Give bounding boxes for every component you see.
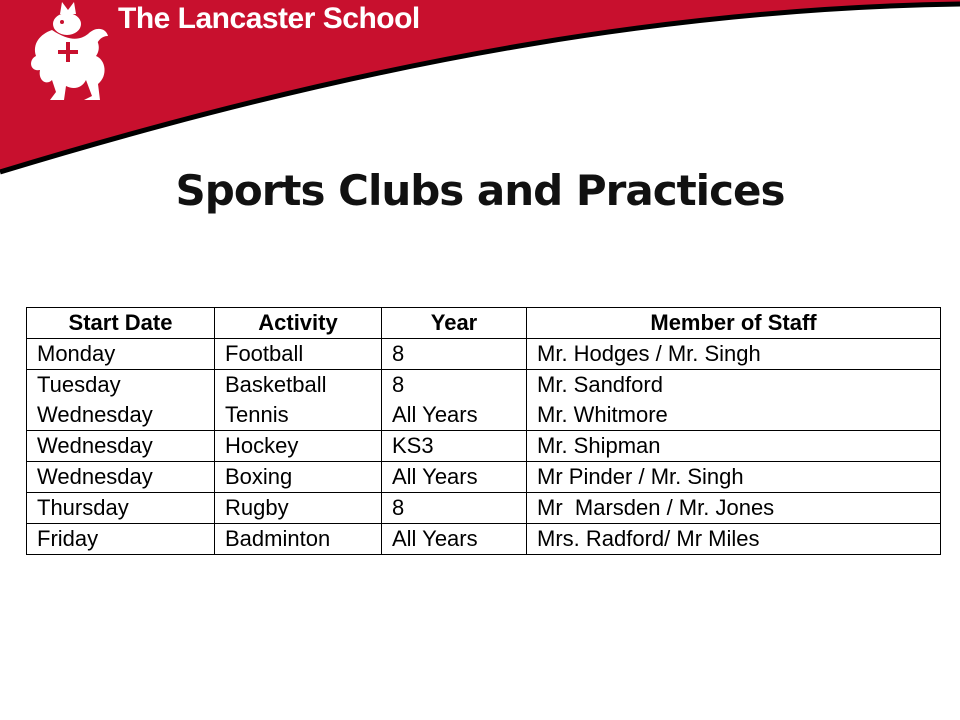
cell-start-date: Tuesday Wednesday: [27, 370, 215, 431]
cell-staff: Mr Marsden / Mr. Jones: [527, 493, 941, 524]
cell-activity: Football: [215, 339, 382, 370]
cell-staff: Mr Pinder / Mr. Singh: [527, 462, 941, 493]
cell-activity: Badminton: [215, 524, 382, 555]
table-row: [27, 339, 941, 370]
cell-start-date: Thursday: [27, 493, 215, 524]
cell-start-date: Monday: [27, 339, 215, 370]
cell-staff: Mr. Hodges / Mr. Singh: [527, 339, 941, 370]
cell-start-date: Friday: [27, 524, 215, 555]
cell-year: All Years: [382, 462, 527, 493]
table-row: [27, 524, 941, 555]
cell-start-date: Wednesday: [27, 431, 215, 462]
cell-staff: Mr. Sandford Mr. Whitmore: [527, 370, 941, 431]
cell-start-date: Wednesday: [27, 462, 215, 493]
lion-crest-icon: [22, 0, 112, 105]
cell-activity: Basketball Tennis: [215, 370, 382, 431]
cell-staff: Mrs. Radford/ Mr Miles: [527, 524, 941, 555]
cell-activity: Rugby: [215, 493, 382, 524]
cell-activity: Boxing: [215, 462, 382, 493]
table-row: [27, 462, 941, 493]
cell-staff: Mr. Shipman: [527, 431, 941, 462]
table-row: [27, 493, 941, 524]
column-header-member-of-staff: Member of Staff: [527, 308, 941, 339]
table-row: [27, 370, 941, 431]
table-header-row: [27, 308, 941, 339]
column-header-start-date: Start Date: [27, 308, 215, 339]
table-row: [27, 431, 941, 462]
school-name: The Lancaster School: [118, 2, 420, 35]
cell-year: All Years: [382, 524, 527, 555]
cell-year: 8: [382, 493, 527, 524]
page-title: Sports Clubs and Practices: [175, 166, 785, 215]
column-header-activity: Activity: [215, 308, 382, 339]
cell-activity: Hockey: [215, 431, 382, 462]
column-header-year: Year: [382, 308, 527, 339]
cell-year: 8 All Years: [382, 370, 527, 431]
cell-year: 8: [382, 339, 527, 370]
schedule-table: [26, 307, 941, 555]
cell-year: KS3: [382, 431, 527, 462]
